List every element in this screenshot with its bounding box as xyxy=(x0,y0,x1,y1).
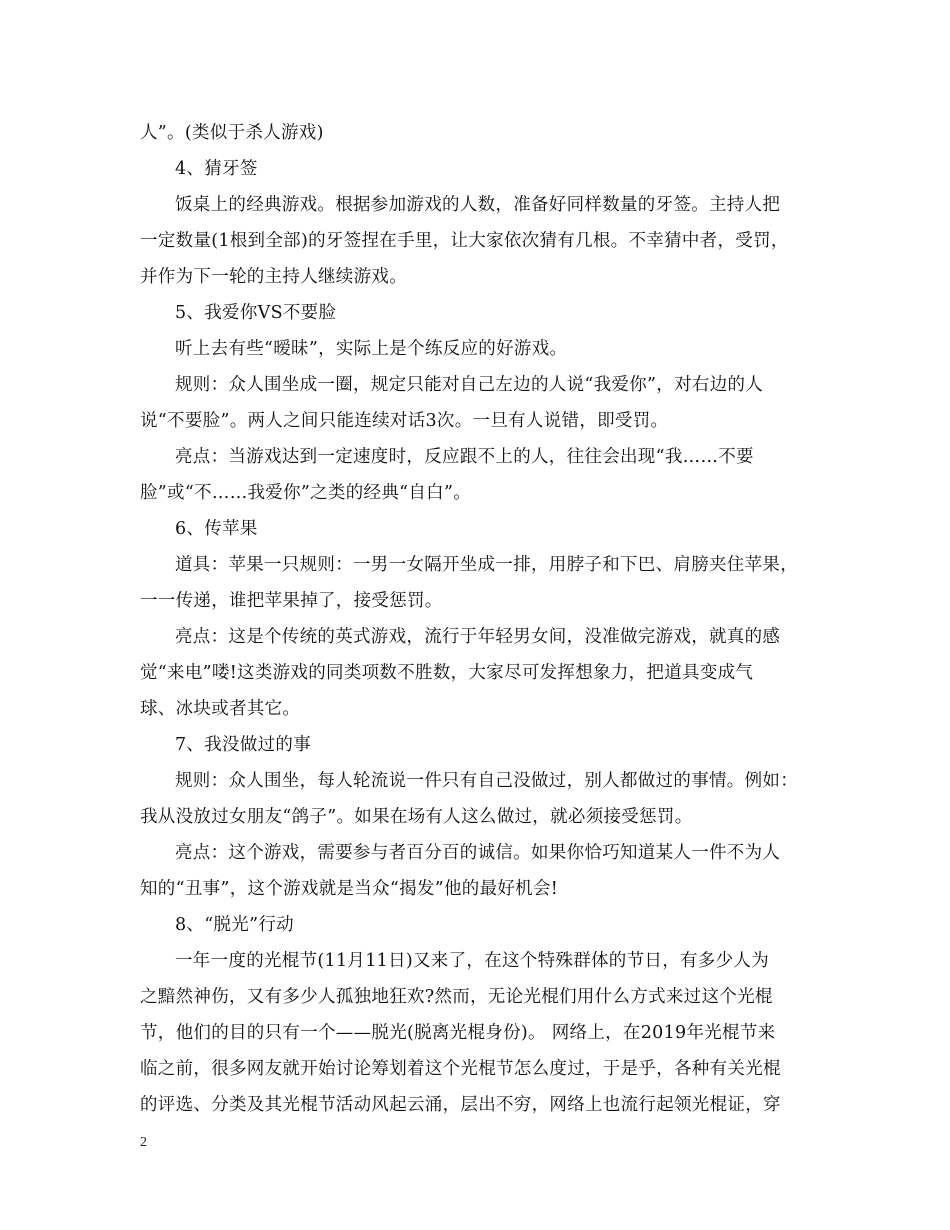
text-line: 一定数量(1根到全部)的牙签捏在手里，让大家依次猜有几根。不幸猜中者，受罚， xyxy=(140,231,789,251)
text-line: 节，他们的目的只有一个——脱光(脱离光棍身份)。 网络上，在2019年光棍节来 xyxy=(140,1023,776,1043)
text-line: 规则：众人围坐，每人轮流说一件只有自己没做过，别人都做过的事情。例如： xyxy=(175,771,798,791)
text-line: 说“不要脸”。两人之间只能连续对话3次。一旦有人说错，即受罚。 xyxy=(140,411,669,431)
text-line: 之黯然神伤，又有多少人孤独地狂欢?然而，无论光棍们用什么方式来过这个光棍 xyxy=(140,987,773,1007)
text-line: 饭桌上的经典游戏。根据参加游戏的人数，准备好同样数量的牙签。主持人把 xyxy=(175,195,781,215)
text-line: 听上去有些“暧昧”，实际上是个练反应的好游戏。 xyxy=(175,339,568,359)
text-line: 亮点：这是个传统的英式游戏，流行于年轻男女间，没准做完游戏，就真的感 xyxy=(175,627,781,647)
text-line: 5、我爱你VS不要脸 xyxy=(175,303,337,323)
text-line: 觉“来电”喽!这类游戏的同类项数不胜数，大家尽可发挥想象力，把道具变成气 xyxy=(140,663,754,683)
text-line: 人”。(类似于杀人游戏) xyxy=(140,123,324,143)
text-line: 道具：苹果一只规则：一男一女隔开坐成一排，用脖子和下巴、肩膀夹住苹果， xyxy=(175,555,798,575)
text-line: 脸”或“不……我爱你”之类的经典“自白”。 xyxy=(140,483,472,503)
text-line: 我从没放过女朋友“鸽子”。如果在场有人这么做过，就必须接受惩罚。 xyxy=(140,807,693,827)
text-line: 一一传递，谁把苹果掉了，接受惩罚。 xyxy=(140,591,443,611)
text-line: 并作为下一轮的主持人继续游戏。 xyxy=(140,267,407,287)
text-line: 知的“丑事”，这个游戏就是当众“揭发”他的最好机会! xyxy=(140,879,559,899)
text-line: 亮点：这个游戏，需要参与者百分百的诚信。如果你恰巧知道某人一件不为人 xyxy=(175,843,781,863)
text-line: 4、猜牙签 xyxy=(175,159,258,179)
text-line: 临之前，很多网友就开始讨论筹划着这个光棍节怎么度过，于是乎，各种有关光棍 xyxy=(140,1059,781,1079)
text-line: 亮点：当游戏达到一定速度时，反应跟不上的人，往往会出现“我……不要 xyxy=(175,447,754,467)
text-line: 的评选、分类及其光棍节活动风起云涌，层出不穷，网络上也流行起领光棍证，穿 xyxy=(140,1095,781,1115)
text-line: 6、传苹果 xyxy=(175,519,258,539)
page-body-text xyxy=(140,115,820,1123)
text-line: 一年一度的光棍节(11月11日)又来了，在这个特殊群体的节日，有多少人为 xyxy=(175,951,769,971)
text-line: 球、冰块或者其它。 xyxy=(140,699,301,719)
text-line: 规则：众人围坐成一圈，规定只能对自己左边的人说“我爱你”，对右边的人 xyxy=(175,375,764,395)
text-line: 7、我没做过的事 xyxy=(175,735,312,755)
text-line: 8、“脱光”行动 xyxy=(175,915,294,935)
page-number: 2 xyxy=(140,1135,147,1150)
